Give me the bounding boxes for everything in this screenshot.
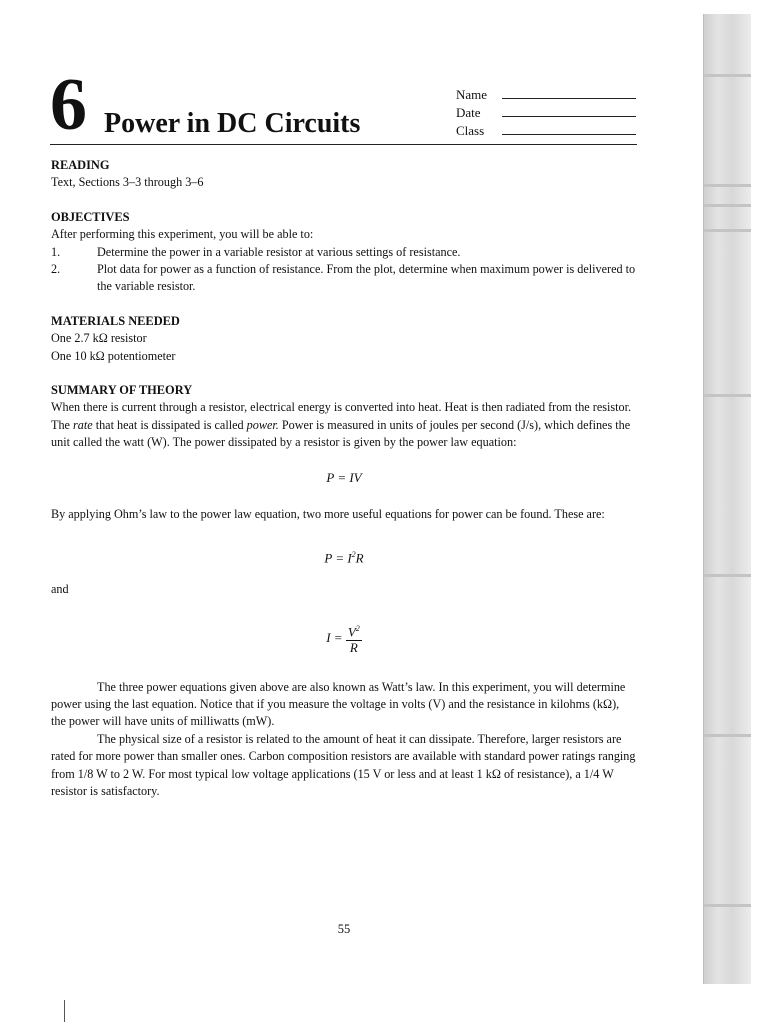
theory-section: [51, 382, 637, 800]
eq-text: V: [347, 624, 356, 640]
eq-text: R: [355, 550, 364, 566]
class-row: [456, 121, 636, 139]
list-item: [51, 261, 637, 296]
date-label: Date: [456, 105, 481, 120]
materials-heading: MATERIALS NEEDED: [51, 313, 180, 328]
class-label: Class: [456, 123, 485, 138]
eq-superscript: 2: [355, 624, 360, 634]
scan-band: [704, 204, 751, 207]
reading-section: [51, 157, 637, 192]
and-text: and: [51, 582, 69, 597]
header-divider: [50, 144, 637, 145]
material-item: One 10 kΩ potentiometer: [51, 348, 176, 363]
emphasis-rate: rate: [73, 417, 93, 432]
name-label: Name: [456, 87, 488, 102]
fraction-numerator: [346, 622, 362, 640]
chapter-number: 6: [50, 64, 85, 146]
reading-heading: READING: [51, 158, 110, 172]
objectives-heading: OBJECTIVES: [51, 209, 130, 224]
theory-paragraph-3: The three power equations given above are also known as Watt’s law. In this experiment, you will determine power using the last equation. Notice that if you measure the voltage in volts (V) and the resistance in kilohms (kΩ), the power will have units of milliwatts (mW).: [51, 679, 626, 729]
equation-v-squared-over-r: [51, 621, 637, 655]
body-content: [51, 157, 637, 800]
chapter-title: Power in DC Circuits: [104, 108, 361, 139]
scan-band: [704, 904, 751, 907]
list-item-number: 2.: [51, 262, 61, 277]
list-item-number: 1.: [51, 244, 61, 259]
objectives-section: [51, 209, 637, 296]
scan-band: [704, 734, 751, 737]
text-run: Power is measured in units of joules per second (J/s), which defines the unit called the watt (W). The power dissipated by a resistor is given by the power law equation:: [51, 417, 631, 450]
fraction-denominator: R: [349, 639, 358, 655]
name-blank-line: [502, 87, 636, 99]
emphasis-power: power.: [246, 417, 279, 432]
equation-i-squared-r: [51, 545, 637, 565]
theory-paragraph-1: [51, 399, 637, 451]
scan-band: [704, 574, 751, 577]
materials-section: [51, 313, 637, 365]
text-run: When there is current through a resistor, electrical energy is converted into heat. Heat is then radiated from the resistor. The: [51, 400, 632, 432]
material-item: One 2.7 kΩ resistor: [51, 331, 147, 346]
eq-text: I =: [326, 629, 343, 645]
scan-band: [704, 184, 751, 187]
scan-edge-strip: [703, 14, 751, 984]
theory-heading: SUMMARY OF THEORY: [51, 383, 193, 398]
scan-mark: [64, 1000, 65, 1022]
list-item: [51, 244, 637, 261]
reading-text: Text, Sections 3–3 through 3–6: [51, 175, 204, 190]
date-row: [456, 103, 636, 121]
student-info-block: [456, 85, 636, 139]
scan-band: [704, 394, 751, 397]
class-blank-line: [502, 123, 636, 135]
fraction: [346, 622, 362, 654]
page-number: 55: [337, 922, 351, 936]
eq-text: P = I: [324, 550, 352, 566]
text-run: that heat is dissipated is called: [92, 417, 247, 432]
scan-band: [704, 229, 751, 232]
list-item-text: Plot data for power as a function of resistance. From the plot, determine when maximum power is delivered to the variable resistor.: [97, 262, 636, 294]
eq-superscript: 2: [351, 550, 356, 560]
name-row: [456, 85, 636, 103]
objectives-intro: After performing this experiment, you will be able to:: [51, 227, 314, 242]
theory-paragraph-2: By applying Ohm’s law to the power law equation, two more useful equations for power can be found. These are:: [51, 506, 605, 521]
equation-power-law: P = IV: [326, 469, 362, 485]
list-item-text: Determine the power in a variable resistor at various settings of resistance.: [97, 244, 461, 259]
scan-band: [704, 74, 751, 77]
theory-paragraph-4: The physical size of a resistor is related to the amount of heat it can dissipate. Therefore, larger resistors are rated for more power than smaller ones. Carbon composition resistors are available with standard power ratings ranging from 1/8 W to 2 W. For most typical low voltage applications (15 V or less and at least 1 kΩ of resistance), a 1/4 W resistor is satisfactory.: [51, 731, 636, 798]
date-blank-line: [502, 105, 636, 117]
